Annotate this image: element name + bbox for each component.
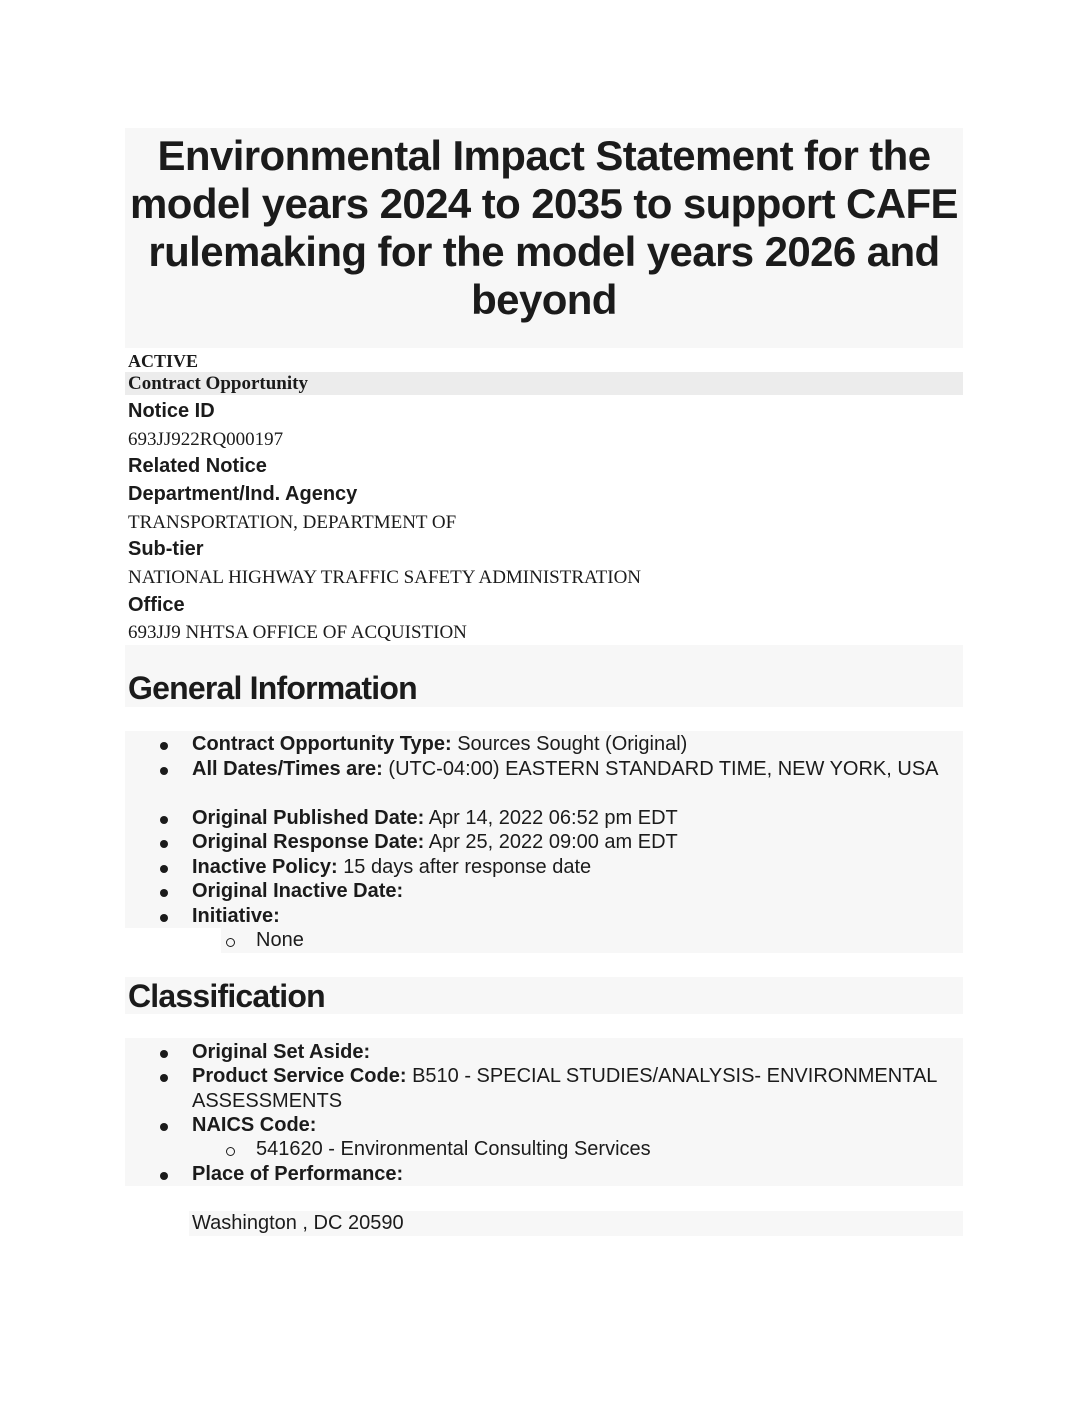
notice-id-label: Notice ID — [128, 400, 215, 422]
circle-bullet-icon — [226, 938, 235, 947]
bullet-icon — [160, 865, 168, 873]
item-label: Original Response Date: — [192, 831, 425, 853]
related-notice-label: Related Notice — [128, 455, 267, 477]
circle-bullet-icon — [226, 1147, 235, 1156]
general-heading: General Information — [128, 670, 417, 706]
department-value: TRANSPORTATION, DEPARTMENT OF — [128, 512, 457, 533]
initiative-sub-background — [221, 928, 963, 953]
item-value: 15 days after response date — [343, 856, 592, 878]
bullet-icon — [160, 1074, 168, 1082]
classification-heading: Classification — [128, 978, 325, 1014]
title-block — [125, 128, 963, 348]
page-title: Environmental Impact Statement for the model years 2024 to 2035 to support CAFE rulemaking for the model years 2026 and beyond — [130, 132, 958, 323]
item-label: Original Set Aside: — [192, 1041, 371, 1063]
item-label: Place of Performance: — [192, 1163, 404, 1185]
item-label: Original Inactive Date: — [192, 880, 404, 902]
item-label: Original Published Date: — [192, 807, 425, 829]
item-value: Apr 14, 2022 06:52 pm EDT — [428, 807, 678, 829]
notice-id-value: 693JJ922RQ000197 — [128, 429, 284, 450]
item-label: NAICS Code: — [192, 1114, 317, 1136]
bullet-icon — [160, 742, 168, 750]
bullet-icon — [160, 1123, 168, 1131]
naics-value: 541620 - Environmental Consulting Services — [256, 1138, 651, 1160]
subtier-label: Sub-tier — [128, 538, 204, 560]
list-item-place-of-performance — [192, 1162, 952, 1187]
item-label: Initiative: — [192, 905, 280, 927]
list-item-set-aside — [192, 1040, 952, 1065]
department-label: Department/Ind. Agency — [128, 483, 358, 505]
bullet-icon — [160, 914, 168, 922]
list-item-published-date — [192, 806, 952, 831]
subtier-value: NATIONAL HIGHWAY TRAFFIC SAFETY ADMINISTRATION — [128, 567, 642, 588]
bullet-icon — [160, 840, 168, 848]
notice-type: Contract Opportunity — [128, 373, 308, 394]
list-item-opportunity-type — [192, 732, 952, 757]
list-item-product-service-code — [192, 1064, 952, 1113]
notice-type-bar — [125, 372, 963, 395]
bullet-icon — [160, 767, 168, 775]
bullet-icon — [160, 1050, 168, 1058]
list-item-response-date — [192, 830, 952, 855]
list-item-dates-times — [192, 757, 952, 782]
list-item-naics-code — [192, 1113, 952, 1138]
item-label: All Dates/Times are: — [192, 758, 383, 780]
list-item-inactive-policy — [192, 855, 952, 880]
office-label: Office — [128, 594, 185, 616]
item-label: Inactive Policy: — [192, 856, 338, 878]
place-address: Washington , DC 20590 — [192, 1212, 404, 1234]
status-badge: ACTIVE — [128, 351, 199, 371]
bullet-icon — [160, 889, 168, 897]
item-value: B510 - SPECIAL STUDIES/ANALYSIS- ENVIRONMENTAL ASSESSMENTS — [192, 1065, 937, 1112]
initiative-value: None — [256, 929, 304, 951]
office-value: 693JJ9 NHTSA OFFICE OF ACQUISTION — [128, 622, 467, 643]
list-item-inactive-date — [192, 879, 952, 904]
list-item-initiative — [192, 904, 952, 929]
item-label: Product Service Code: — [192, 1065, 407, 1087]
item-value: Sources Sought (Original) — [457, 733, 688, 755]
bullet-icon — [160, 1172, 168, 1180]
bullet-icon — [160, 816, 168, 824]
item-value: (UTC-04:00) EASTERN STANDARD TIME, NEW YORK, USA — [388, 758, 939, 780]
item-value: Apr 25, 2022 09:00 am EDT — [428, 831, 678, 853]
item-label: Contract Opportunity Type: — [192, 733, 452, 755]
